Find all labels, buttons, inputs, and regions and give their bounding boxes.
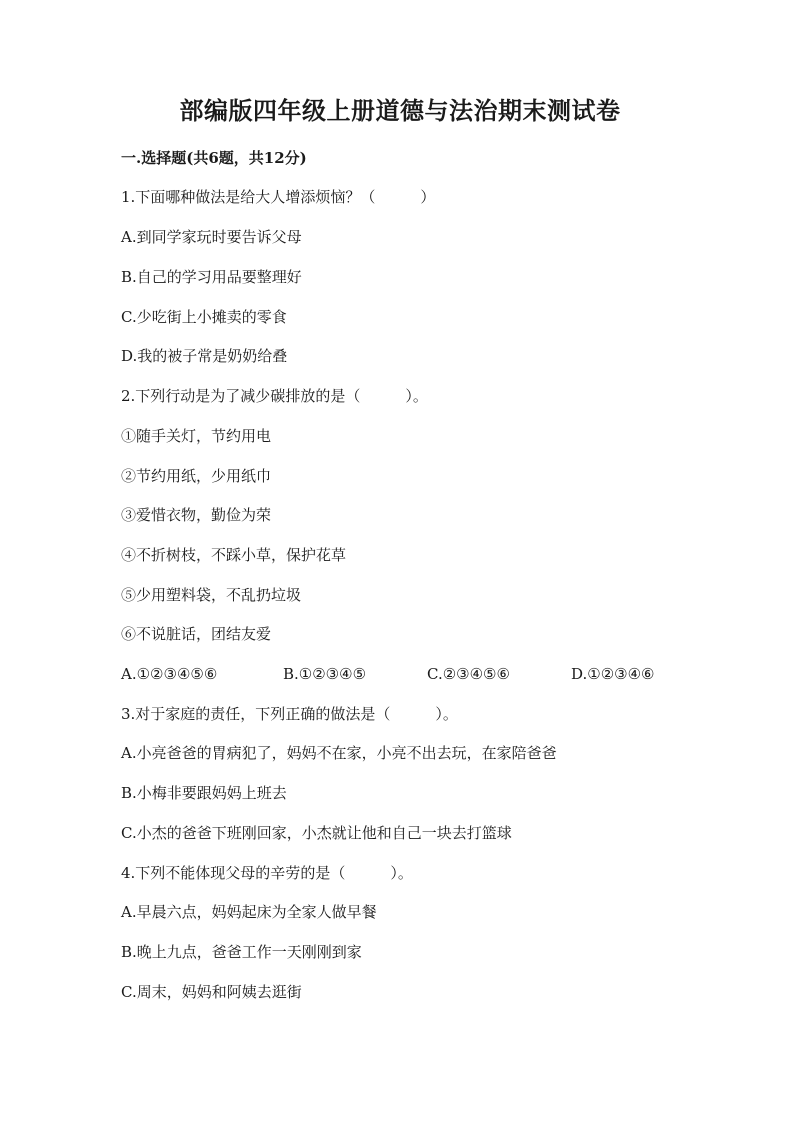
question-2-item-2: ②节约用纸，少用纸巾	[121, 467, 272, 485]
question-2-option-d: D.①②③④⑥	[571, 665, 655, 683]
question-2-option-b: B.①②③④⑤	[283, 665, 367, 683]
question-3-option-c: C.小杰的爸爸下班刚回家，小杰就让他和自己一块去打篮球	[121, 824, 512, 842]
question-4-stem: 4.下列不能体现父母的辛劳的是（ ）。	[121, 864, 413, 882]
question-2-item-6: ⑥不说脏话，团结友爱	[121, 625, 272, 643]
question-2-item-4: ④不折树枝，不踩小草，保护花草	[121, 546, 347, 564]
question-1-option-c: C.少吃街上小摊卖的零食	[121, 308, 287, 326]
question-2-stem: 2.下列行动是为了减少碳排放的是（ ）。	[121, 387, 428, 405]
exam-title: 部编版四年级上册道德与法治期末测试卷	[179, 96, 621, 125]
question-3-stem: 3.对于家庭的责任，下列正确的做法是（ ）。	[121, 705, 458, 723]
question-4-option-b: B.晚上九点，爸爸工作一天刚刚到家	[121, 943, 362, 961]
question-1-option-a: A.到同学家玩时要告诉父母	[121, 228, 302, 246]
question-2-option-c: C.②③④⑤⑥	[427, 665, 510, 683]
question-2-item-5: ⑤少用塑料袋，不乱扔垃圾	[121, 586, 302, 604]
section-heading-choice: 一.选择题(共6题，共12分)	[121, 149, 307, 167]
question-2-option-a: A.①②③④⑤⑥	[121, 665, 218, 683]
question-1-option-b: B.自己的学习用品要整理好	[121, 268, 302, 286]
question-2-item-1: ①随手关灯，节约用电	[121, 427, 272, 445]
question-1-stem: 1.下面哪种做法是给大人增添烦恼？（ ）	[121, 188, 436, 206]
question-2-item-3: ③爱惜衣物，勤俭为荣	[121, 506, 272, 524]
question-3-option-b: B.小梅非要跟妈妈上班去	[121, 784, 287, 802]
question-1-option-d: D.我的被子常是奶奶给叠	[121, 347, 288, 365]
question-3-option-a: A.小亮爸爸的胃病犯了，妈妈不在家，小亮不出去玩，在家陪爸爸	[121, 744, 557, 762]
question-4-option-c: C.周末，妈妈和阿姨去逛街	[121, 983, 302, 1001]
question-4-option-a: A.早晨六点，妈妈起床为全家人做早餐	[121, 903, 377, 921]
